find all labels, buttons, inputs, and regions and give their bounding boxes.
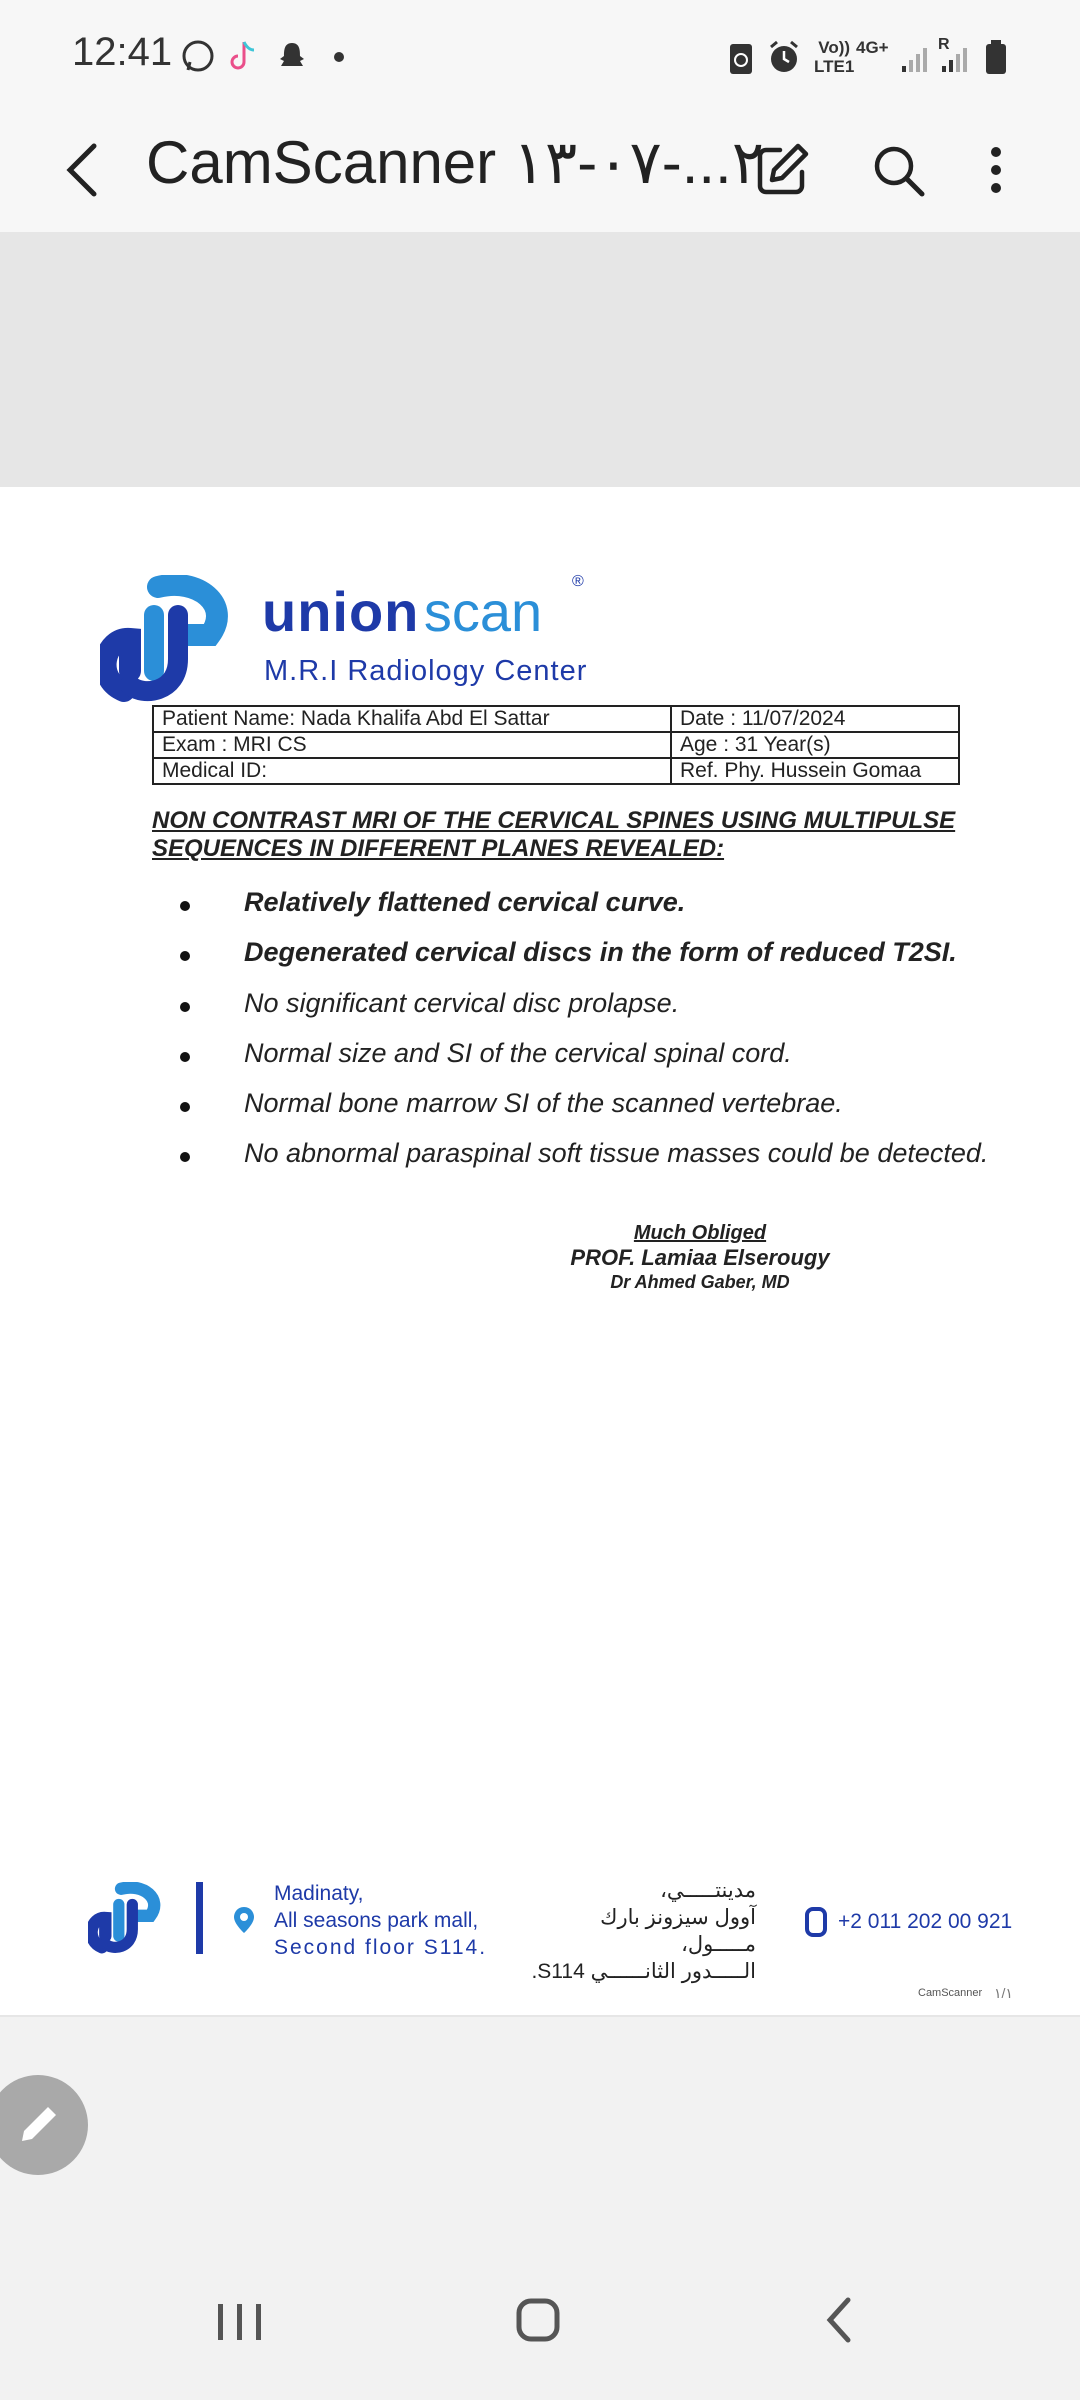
address-arabic [520, 1877, 756, 1985]
finding-text: No abnormal paraspinal soft tissue masses could be detected. [244, 1138, 989, 1168]
bullet-dot [180, 901, 190, 911]
patient-info-table [152, 705, 960, 785]
volte-label: Vo)) [818, 38, 851, 57]
signal-icon-1 [900, 44, 930, 74]
roaming-label: R [938, 36, 950, 53]
back-arrow-icon [62, 142, 102, 198]
whatsapp-icon [180, 38, 216, 74]
edit-button[interactable] [742, 130, 822, 210]
address-english [274, 1880, 487, 1961]
brand-name-bold: union [262, 580, 420, 643]
recent-apps-icon [190, 2284, 290, 2354]
lte-label: LTE1 [814, 57, 855, 76]
battery-icon [984, 38, 1008, 76]
exam-cell: Exam : MRI CS [153, 732, 671, 758]
brand-name-light: scan [423, 580, 543, 643]
back-chevron-icon [790, 2284, 890, 2354]
system-back-button[interactable] [790, 2284, 890, 2354]
bullet-dot [180, 1052, 190, 1062]
location-pin-icon [232, 1905, 256, 1935]
snapchat-icon [274, 38, 310, 74]
report-heading-line1: NON CONTRAST MRI OF THE CERVICAL SPINES USING MULTIPULSE [152, 807, 956, 834]
bullet-dot [180, 951, 190, 961]
table-row [153, 706, 959, 732]
footer-phone: +2 011 202 00 921 [838, 1910, 1013, 1933]
battery-saver-icon [726, 40, 756, 76]
ref-phy-cell: Ref. Phy. Hussein Gomaa [671, 758, 959, 784]
registered-mark: ® [572, 573, 584, 590]
edit-icon [754, 142, 810, 198]
footer-logo-icon [88, 1882, 162, 1954]
finding-text: Normal size and SI of the cervical spinal cord. [244, 1038, 792, 1068]
signatory-2: Dr Ahmed Gaber, MD [610, 1272, 790, 1292]
search-button[interactable] [858, 130, 938, 210]
document-page[interactable] [0, 487, 1080, 2015]
app-bar [0, 110, 1080, 233]
more-vert-icon [986, 142, 1006, 198]
alarm-icon [766, 38, 802, 76]
home-icon [488, 2284, 588, 2354]
page-number: ١/١ [994, 1985, 1013, 2001]
address-ar-line3: الـــــدور الثانــــــي S114. [531, 1960, 756, 1983]
address-en-line1: Madinaty, [274, 1882, 364, 1905]
address-en-line2: All seasons park mall, [274, 1909, 479, 1932]
date-cell: Date : 11/07/2024 [671, 706, 959, 732]
address-ar-line1: مدينتـــــي، [660, 1879, 756, 1902]
more-notifications-dot [334, 52, 344, 62]
finding-text: Relatively flattened cervical curve. [244, 887, 686, 917]
finding-text: Degenerated cervical discs in the form of reduced T2SI. [244, 937, 957, 967]
phone-icon [804, 1907, 828, 1937]
navigation-bar [0, 2250, 1080, 2400]
back-button[interactable] [42, 130, 122, 210]
bullet-dot [180, 1152, 190, 1162]
brand-subtitle: M.R.I Radiology Center [264, 655, 588, 687]
document-title: CamScanner ٢...-٠٧-١٣ [146, 129, 764, 196]
union-scan-logo-icon [100, 575, 230, 703]
address-en-line3: Second floor S114. [274, 1936, 488, 1959]
finding-text: Normal bone marrow SI of the scanned vertebrae. [244, 1088, 843, 1118]
table-row [153, 732, 959, 758]
finding-text: No significant cervical disc prolapse. [244, 988, 680, 1018]
age-cell: Age : 31 Year(s) [671, 732, 959, 758]
signatory-1: PROF. Lamiaa Elserougy [570, 1245, 830, 1270]
report-heading-line2: SEQUENCES IN DIFFERENT PLANES REVEALED: [152, 835, 725, 862]
bullet-dot [180, 1002, 190, 1012]
report-heading [152, 807, 1002, 863]
camscanner-watermark: CamScanner [918, 1987, 983, 1999]
pencil-icon [12, 2099, 64, 2151]
patient-name-cell: Patient Name: Nada Khalifa Abd El Sattar [153, 706, 671, 732]
status-bar [0, 0, 1080, 110]
address-ar-line2: آوول سيزونز بارك مـــــول، [600, 1906, 756, 1956]
footer-divider [196, 1882, 203, 1954]
closing-text: Much Obliged [633, 1222, 767, 1244]
signal-icon-2 [940, 44, 970, 74]
recent-apps-button[interactable] [190, 2284, 290, 2354]
medical-id-cell: Medical ID: [153, 758, 671, 784]
bullet-dot [180, 1102, 190, 1112]
status-time: 12:41 [72, 30, 173, 74]
network-type-label: 4G+ [856, 38, 889, 57]
more-options-button[interactable] [956, 130, 1036, 210]
brand-name [262, 579, 542, 644]
floating-edit-button[interactable] [0, 2075, 88, 2175]
table-row [153, 758, 959, 784]
home-button[interactable] [488, 2284, 588, 2354]
search-icon [870, 142, 926, 198]
tiktok-icon [226, 38, 262, 74]
